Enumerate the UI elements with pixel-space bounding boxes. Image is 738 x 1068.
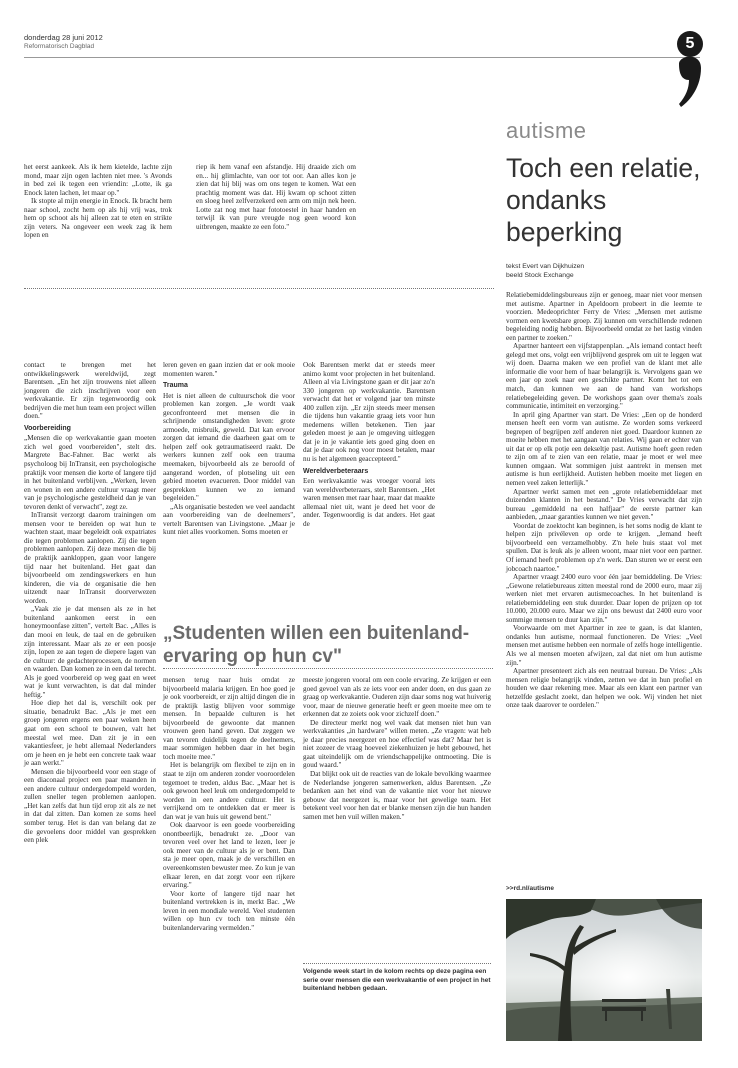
issue-date: donderdag 28 juni 2012 [24,33,103,42]
section-divider [24,288,494,289]
park-bench-image [506,899,702,1041]
related-link[interactable]: >>rd.nl/autisme [506,885,555,892]
comma-logo-icon [677,52,703,108]
paragraph: Ook daarvoor is een goede voorbereiding onontbeerlijk, benadrukt ze. „Door van tevoren veel over het land te lezen, leer je ook meer van de cultuur als je er bent. Dan sta je meer open, maak je de verschillen en overeenkomsten bewuster mee. Zo kun je van elkaar leren, en dat zorgt voor een rijkere ervaring." [163,821,295,890]
main-story-col-b-top [163,361,295,537]
paragraph: Voordat de zoektocht kan beginnen, is het soms nodig de klant te helpen zijn privéleven op orde te krijgen. „Iemand heeft bijvoorbeeld een verzamelhobby. Z'n hele huis staat vol met spullen. Dat is leuk als je alleen woont, maar niet voor een partner. Of iemand heeft problemen op z'n werk. Dan sturen we er eerst een jobcoach naartoe." [506,521,702,573]
autism-article-body [506,291,702,710]
series-footnote: Volgende week start in de kolom rechts op deze pagina een serie over mensen die een werkvakantie of een project in het buitenland hebben gedaan. [303,968,491,993]
paragraph: riep ik hem vanaf een afstandje. Hij draaide zich om en... hij glimlachte, van oor tot oor. Aan alles kon je zien dat hij blij was om ons tegen te komen. Wat een prachtig moment was dat. Hij kwam op schoot zitten en sloeg heel zelfverzekerd een arm om mijn nek heen. Lotte zat nog met haar fototoestel in haar handen en terwijl ik van pure vreugde nog geen woord kon uitbrengen, maakte ze een foto." [196,163,356,231]
paragraph: Apartner hanteert een vijfstappenplan. „Als iemand contact heeft gelegd met ons, volgt een vrijblijvend gesprek om uit te leggen wat wij doen. Daarna maken we een profiel van de klant met alle informatie die voor hem of haar belangrijk is. Vervolgens gaan we een jaar op zoek naar een geschikte partner. Komt het tot een match, dan kunnen we aan de hand van workshops relatiebegeleiding geven. De workshops gaan over thema's zoals communicatie, intimiteit en verzorging." [506,342,702,411]
subheading: Wereldverbeteraars [303,467,369,475]
paragraph: contact te brengen met het ontwikkelingswerk wereldwijd, zegt Barentsen. „En het zijn trouwens niet alleen jongeren die zich inschrijven voor een werkvakantie. Er zijn tegenwoordig ook bedrijven die met hun team een project willen doen." [24,361,156,421]
byline [506,262,584,280]
paragraph: Voorwaarde om met Apartner in zee te gaan, is dat klanten, ondanks hun autisme, normaal functioneren. De Vries: „Veel mensen met autisme hebben een normale of zelfs hoge intelligentie. Als we al mensen moeten afwijzen, zal dat niet om hun autisme zijn." [506,624,702,667]
subheading: Trauma [163,382,188,390]
footnote-rule [303,963,491,964]
paragraph: De directeur merkt nog wel vaak dat mensen niet hun van werkvakanties „in hardware" willen meten. „Ze vragen: wat heb je daar precies neergezet en hoe effectief was dat? Maar het is niet zozeer de vraag hoeveel ziekenhuizen je hebt gebouwd, het gaat uiteindelijk om de vriendschappelijke ontmoeting. Die is goud waard." [303,718,491,770]
paragraph: Het is belangrijk om flexibel te zijn en in staat te zijn om anderen zonder vooroordelen tegemoet te treden, aldus Bac. „Maar het is ook gewoon heel leuk om ondergedompeld te worden in een andere cultuur. Het is verrijkend om te ontdekken dat er meer is dan wat je van huis uit gewend bent." [163,761,295,821]
paragraph: Hoe diep het dal is, verschilt ook per situatie, benadrukt Bac. „Als je met een groep jongeren ergens een paar weken heen gaat om een school te bouwen, valt het meestal wel mee. Dan zit je in een vakantiesfeer, je hebt allemaal Nederlanders om je heen en je hebt een concrete taak waar je aan werkt." [24,699,156,768]
paragraph: mensen terug naar huis omdat ze bijvoorbeeld malaria krijgen. En hoe goed je je ook voorbereidt, er zijn altijd dingen die in de praktijk lastig blijven voor sommige mensen. In bepaalde culturen is het bijvoorbeeld de gewoonte dat mannen vrouwen geen hand geven. Dat zeggen we van tevoren duidelijk tegen de deelnemers, maar sommigen hebben daar in het begin toch moeite mee." [163,676,295,761]
header-rule [24,57,700,58]
main-story-col-a [24,361,156,845]
paragraph: „Als organisatie besteden we veel aandacht aan voorbereiding van de deelnemers", vertelt Barentsen van Livingstone. „Maar je kunt niet alles voorkomen. Soms moeten er [163,502,295,537]
byline-text: tekst Evert van Dijkhuizen [506,263,585,270]
paragraph: Het is niet alleen de cultuurschok die voor problemen kan zorgen. „Je wordt vaak geconfronteerd met mensen die in schrijnende omstandigheden leven: grote armoede, misbruik, geweld. Dat kan ervoor zorgen dat iemand die daarheen gaat om te helpen zelf ook getraumatiseerd raakt. De werkers kunnen zelf ook een trauma meemaken, bijvoorbeeld als ze beroofd of aangerand worden, of plotseling uit een gebied moeten evacueren. Door middel van gesprekken kunnen we zo iemand begeleiden." [163,391,295,503]
paragraph: Mensen die bijvoorbeeld voor een stage of een diaconaal project een paar maanden in een andere cultuur ondergedompeld worden, zullen sneller tegen problemen aanlopen. „Het kan zelfs dat hun tijd erop zit als ze net in dat dal zitten. Dan komen ze soms heel somber terug. Het is dan van belang dat ze die gevoelens door middel van gesprekken een plek [24,767,156,845]
main-story-col-c-top [303,361,435,528]
article-headline: Toch een relatie, ondanks beperking [506,153,701,247]
autism-photo [506,899,702,1041]
paragraph: Ik stopte al mijn energie in Enock. Ik bracht hem naar school, zocht hem op als hij vrij was, trok hem op schoot als hij alleen zat te eten en strikte zijn veters. Na ongeveer een week zag ik hem lopen en [24,197,172,240]
main-story-col-c-bottom [303,676,491,821]
page-number-badge: 5 [677,31,703,57]
paragraph: InTransit verzorgt daarom trainingen om mensen voor te bereiden op wat hun te wachten staat, maar begeleidt ook expatriates die tegen problemen aanlopen. Zij die tegen problemen aanlopen. Zij deze mensen die bij de praktijk aankloppen, gaan voor langere tijd naar het buitenland. Het gaat dan bijvoorbeeld om zendingswerkers en hun kinderen, die via de organisatie die hen uitzendt naar InTransit doorverwezen worden. [24,511,156,605]
paragraph: Een werkvakantie was vroeger vooral iets van wereldverbeteraars, stelt Barentsen. „Het waren mensen met raar haar, maar dat maakte allemaal niet uit, want je deed het voor de ander. Tegenwoordig is dat anders. Het gaat de [303,477,435,528]
paragraph: Dat blijkt ook uit de reacties van de lokale bevolking waarmee de Nederlandse jongeren samenwerken, aldus Barentsen. „Ze bedanken aan het eind van de vakantie niet voor het nieuwe gebouw dat neergezet is, maar voor het gewelige team. Het betekent veel voor hen dat er blanke mensen zijn die hun handen samen met hen vuil willen maken." [303,770,491,821]
paragraph: Voor korte of langere tijd naar het buitenland vertrekken is in, merkt Bac. „We leven in een mondiale wereld. Veel studenten willen op hun cv toch ten minste één buitenlandervaring vermelden." [163,889,295,932]
paragraph: „Vaak zie je dat mensen als ze in het buitenland aankomen eerst in een honeymoonfase zitten", vertelt Bac. „Alles is dan mooi en leuk, de taal en de gebruiken zijn interessant. Maar als ze er een poosje zijn, lopen ze aan tegen de diepere lagen van de cultuur: de gedachteprocessen, de normen en waarden. Dan komen ze in een dal terecht. Als je goed voorbereid op weg gaat en weet wat je kunt verwachten, is dat dal minder heftig." [24,605,156,699]
paragraph: Apartner vraagt 2400 euro voor één jaar bemiddeling. De Vries: „Gewone relatiebureaus zitten meestal rond de 2000 euro, maar zij werken niet met ervaren autismecoaches. In het buitenland is relatiebemiddeling een stuk duurder. Daar lopen de prijzen op tot 10.000, 20.000 euro. Maar we zijn ons bewust dat 2400 euro voor sommige mensen te duur kan zijn." [506,573,702,624]
subheading: Voorbereiding [24,424,71,432]
paragraph: „Mensen die op werkvakantie gaan moeten zich wel goed voorbereiden", stelt drs. Margrete Bac-Fahner. Bac werkt als psycholoog bij InTransit, een psychologische praktijk voor mensen die korte of langere tijd in het buitenland verblijven. „Werken, leven en wonen in een andere cultuur vraagt meer van je psychologische gesteldheid dan je van tevoren denkt of verwacht", zegt ze. [24,434,156,511]
paragraph: Ook Barentsen merkt dat er steeds meer animo komt voor projecten in het buitenland. Alleen al via Livingstone gaan er dit jaar zo'n 330 jongeren op werkvakantie. Barentsen verwacht dat het er volgend jaar ten minste 400 zullen zijn. „Er zijn steeds meer mensen die tijdens hun vakantie graag iets voor hun medemens willen betekenen. Tien jaar geleden moest je aan je omgeving uitleggen dat je in je vakantie iets goed ging doen en dat je daar ook nog voor moest betalen, maar nu is het algemeen geaccepteerd." [303,361,435,464]
section-kicker: autisme [506,118,587,143]
paragraph: Apartner werkt samen met een „grote relatiebemiddelaar met duizenden klanten in het bestand." De Vries verwacht dat zijn bureau „gemiddeld na een halfjaar" de eerste partner kan aanbieden, „maar garanties kunnen we niet geven." [506,487,702,522]
paragraph: Relatiebemiddelingsbureaus zijn er genoeg, maar niet voor mensen met autisme. Apartner in Apeldoorn probeert in die leemte te voorzien. Medeoprichter Ferry de Vries: „Mensen met autisme vormen een kwetsbare groep. Zij kunnen om verschillende redenen begeleiding nodig hebben. Bijvoorbeeld omdat ze het lastig vinden een partner te zoeken." [506,291,702,342]
top-story-col-2 [196,163,356,231]
paragraph: leren geven en gaan inzien dat er ook mooie momenten waren." [163,361,295,378]
paragraph: meeste jongeren vooral om een coole ervaring. Ze krijgen er een goed gevoel van als ze iets voor een ander doen, en dus gaan ze graag op werkvakantie. Ouderen zijn daar soms nog wat huiverig voor, maar de nieuwe generatie heeft er geen moeite mee om te erkennen dat ze zoiets ook voor zichzelf doen." [303,676,491,719]
byline-photo: beeld Stock Exchange [506,272,574,279]
paragraph: het eerst aankeek. Als ik hem kietelde, lachte zijn mond, maar zijn ogen lachten niet mee. 's Avonds in bed zei ik tegen een vriendin: „Lotte, ik ga Enock laten lachen, let maar op." [24,163,172,197]
pull-quote: „Studenten willen een buitenland-ervaring op hun cv" [163,623,470,667]
pull-quote-rule [163,668,493,669]
main-story-col-b-bottom [163,676,295,932]
paragraph: Apartner presenteert zich als een neutraal bureau. De Vries: „Als mensen religie belangrijk vinden, zetten we dat in hun profiel en houden we daar rekening mee. Maar als een klant een partner van hetzelfde geslacht zoekt, dan helpen we ook. Wij vinden het niet onze taak daarover te oordelen." [506,667,702,710]
paragraph: In april ging Apartner van start. De Vries: „Een op de honderd mensen heeft een vorm van autisme. Ze worden soms verkeerd begrepen of begrijpen zelf anderen niet goed. Daardoor kunnen ze moeite hebben met het aangaan van relaties. Wij gaan er echter van uit dat er op elk potje een dekseltje past. Autisme hoeft geen reden te zijn om af te zien van een relatie, maar je moet er wel mee kunnen omgaan. Wat sommigen juist aantrekt in mensen met autisme is hun eerlijkheid. Autisten hebben moeite met liegen en nemen veel zaken letterlijk." [506,410,702,488]
newspaper-name: Reformatorisch Dagblad [24,43,95,50]
top-story-col-1 [24,163,172,240]
